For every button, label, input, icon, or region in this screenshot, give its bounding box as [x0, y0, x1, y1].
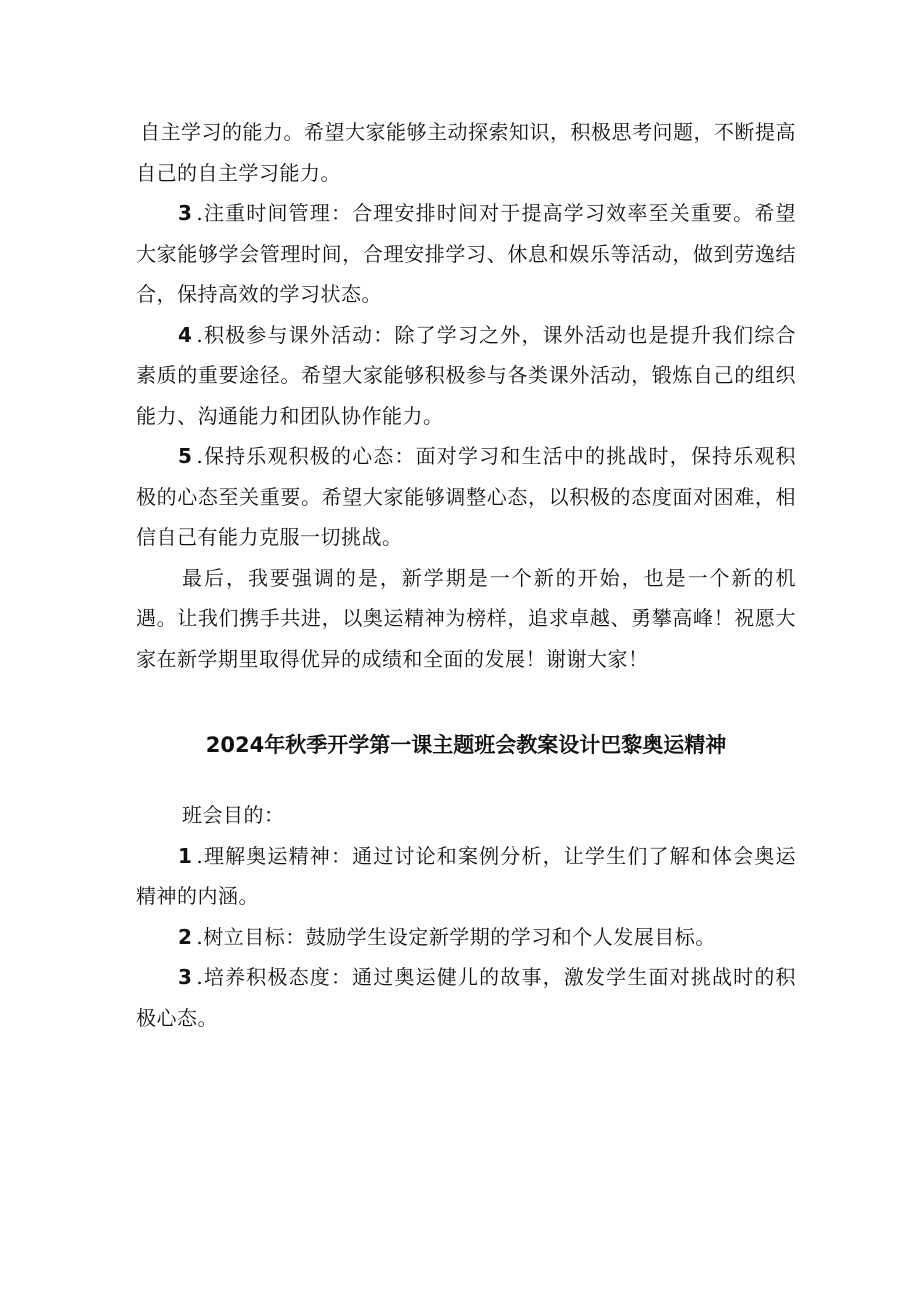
list-number: 4	[178, 322, 193, 347]
document-body	[136, 112, 796, 1038]
lesson-plan-section	[136, 795, 796, 1038]
paragraph-text: .注重时间管理：合理安排时间对于提高学习效率至关重要。希望大家能够学会管理时间，合理安排学习、休息和娱乐等活动，做到劳逸结合，保持高效的学习状态。	[136, 201, 796, 306]
paragraph-text: .积极参与课外活动：除了学习之外，课外活动也是提升我们综合素质的重要途径。希望大家能够积极参与各类课外活动，锻炼自己的组织能力、沟通能力和团队协作能力。	[136, 322, 796, 428]
list-item	[136, 193, 796, 315]
paragraph	[136, 112, 796, 193]
paragraph-text: 最后，我要强调的是，新学期是一个新的开始，也是一个新的机遇。让我们携手共进，以奥运精神为榜样，追求卓越、勇攀高峰！祝愿大家在新学期里取得优异的成绩和全面的发展！谢谢大家！	[136, 565, 796, 671]
list-number: 1	[178, 843, 193, 868]
paragraph-text: .保持乐观积极的心态：面对学习和生活中的挑战时，保持乐观积极的心态至关重要。希望大家能够调整心态，以积极的态度面对困难，相信自己有能力克服一切挑战。	[136, 444, 796, 549]
spacer	[136, 765, 796, 795]
paragraph-text: .树立目标：鼓励学生设定新学期的学习和个人发展目标。	[196, 924, 716, 949]
paragraph-text: 班会目的：	[182, 803, 285, 827]
list-item	[136, 436, 796, 558]
speech-section	[136, 112, 796, 679]
list-item	[136, 917, 796, 958]
paragraph-text: .培养积极态度：通过奥运健儿的故事，激发学生面对挑战时的积极心态。	[136, 965, 796, 1030]
list-number: 5	[178, 444, 193, 468]
list-item	[136, 315, 796, 437]
list-number: 3	[178, 201, 193, 225]
list-item	[136, 836, 796, 917]
spacer	[136, 679, 796, 725]
section-title: 2024年秋季开学第一课主题班会教案设计巴黎奥运精神	[205, 733, 727, 757]
paragraph-text: 自主学习的能力。希望大家能够主动探索知识，积极思考问题，不断提高自己的自主学习能力。	[136, 120, 796, 185]
list-item	[136, 957, 796, 1038]
list-number: 2	[178, 924, 193, 949]
list-number: 3	[178, 965, 193, 989]
paragraph	[136, 795, 796, 836]
paragraph-text: .理解奥运精神：通过讨论和案例分析，让学生们了解和体会奥运精神的内涵。	[136, 843, 796, 908]
paragraph	[136, 558, 796, 680]
